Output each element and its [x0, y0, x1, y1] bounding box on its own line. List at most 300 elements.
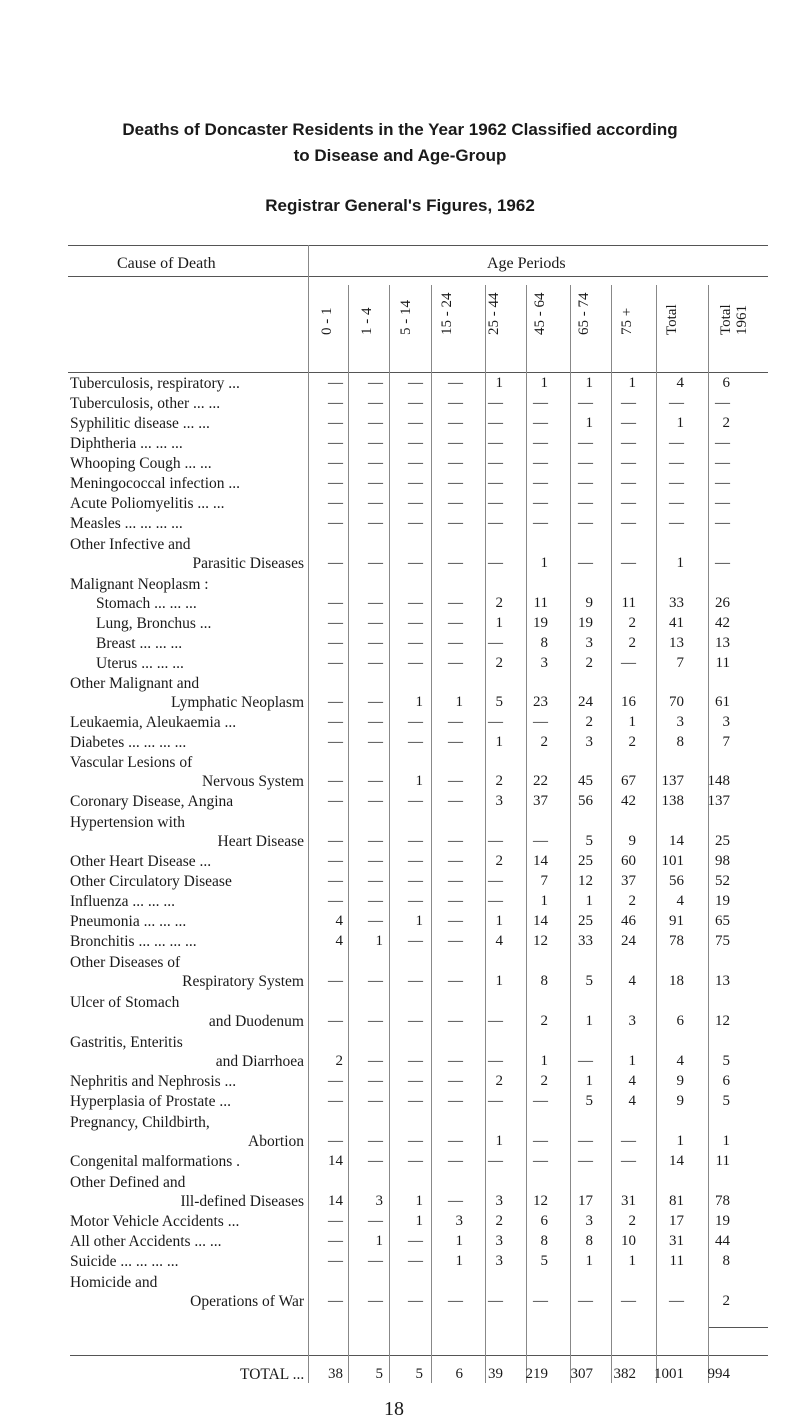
table-cell: — [408, 475, 423, 491]
table-cell: — [368, 1073, 383, 1089]
table-cell: 2 [540, 1073, 548, 1089]
table-cell: 1 [495, 734, 503, 750]
table-cell: 9 [628, 833, 636, 849]
table-cell: — [328, 893, 343, 909]
table-cell: 2 [495, 773, 503, 789]
table-cell: 2 [628, 1213, 636, 1229]
table-cell: — [488, 893, 503, 909]
row-label: Bronchitis ... ... ... ... [70, 933, 197, 950]
row-label: Nervous System [201, 773, 304, 790]
age-periods-header: Age Periods [487, 255, 566, 272]
table-cell: — [368, 773, 383, 789]
table-cell: — [328, 973, 343, 989]
table-cell: 1 [375, 933, 383, 949]
table-cell: — [408, 495, 423, 511]
table-cell: 7 [540, 873, 548, 889]
table-cell: 3 [540, 655, 548, 671]
table-cell: — [368, 415, 383, 431]
row-label: Parasitic Diseases [192, 555, 304, 572]
table-cell: 45 [578, 773, 593, 789]
table-cell: — [408, 515, 423, 531]
table-cell: 17 [669, 1213, 684, 1229]
table-cell: 12 [533, 1193, 548, 1209]
table-cell: — [715, 395, 730, 411]
table-cell: 4 [628, 1073, 636, 1089]
table-cell: — [408, 853, 423, 869]
title-line-1: Deaths of Doncaster Residents in the Year 1962 Classified according [122, 120, 678, 139]
table-cell: 1 [628, 714, 636, 730]
table-cell: 98 [715, 853, 730, 869]
table-cell: — [408, 395, 423, 411]
table-cell: 3 [585, 1213, 593, 1229]
table-cell: — [533, 1093, 548, 1109]
table-cell: 14 [533, 913, 548, 929]
table-cell: 2 [495, 1073, 503, 1089]
total-cell: 39 [488, 1366, 503, 1382]
table-cell: — [448, 1073, 463, 1089]
row-label: and Diarrhoea [215, 1053, 304, 1070]
table-cell: — [368, 475, 383, 491]
table-cell: — [448, 1093, 463, 1109]
table-cell: 23 [533, 694, 548, 710]
table-cell: 8 [540, 973, 548, 989]
table-cell: — [578, 515, 593, 531]
table-cell: — [368, 515, 383, 531]
table-cell: 25 [578, 853, 593, 869]
table-cell: 2 [722, 1293, 730, 1309]
table-cell: — [669, 495, 684, 511]
table-cell: 9 [676, 1093, 684, 1109]
table-cell: 7 [676, 655, 684, 671]
table-cell: — [488, 833, 503, 849]
table-cell: 2 [585, 655, 593, 671]
table-cell: 1 [495, 973, 503, 989]
table-cell: — [448, 1293, 463, 1309]
table-cell: — [448, 415, 463, 431]
table-cell: — [328, 595, 343, 611]
table-cell: 24 [621, 933, 636, 949]
table-cell: — [448, 873, 463, 889]
table-cell: — [328, 793, 343, 809]
table-cell: — [533, 714, 548, 730]
table-cell: — [715, 475, 730, 491]
table-cell: — [488, 873, 503, 889]
table-cell: — [488, 1153, 503, 1169]
table-cell: — [488, 555, 503, 571]
table-cell: — [408, 1293, 423, 1309]
subtitle: Registrar General's Figures, 1962 [265, 196, 535, 215]
column-header-part: Total [718, 304, 734, 335]
table-cell: 25 [578, 913, 593, 929]
table-cell: — [408, 714, 423, 730]
table-cell: — [578, 495, 593, 511]
row-label: Other Defined and [70, 1174, 186, 1191]
table-cell: 67 [621, 773, 636, 789]
table-cell: 8 [676, 734, 684, 750]
table-cell: — [715, 515, 730, 531]
table-cell: — [408, 595, 423, 611]
table-cell: — [488, 515, 503, 531]
table-cell: 60 [621, 853, 636, 869]
table-cell: 3 [585, 734, 593, 750]
table-cell: — [328, 495, 343, 511]
table-cell: 61 [715, 694, 730, 710]
table-cell: — [488, 1293, 503, 1309]
table-cell: 91 [669, 913, 684, 929]
table-cell: — [578, 1053, 593, 1069]
table-cell: — [328, 773, 343, 789]
table-cell: 8 [540, 635, 548, 651]
table-cell: — [368, 395, 383, 411]
table-cell: 56 [669, 873, 684, 889]
table-cell: 138 [661, 793, 684, 809]
total-label: TOTAL ... [240, 1366, 305, 1383]
table-cell: — [368, 1213, 383, 1229]
table-cell: — [621, 415, 636, 431]
table-cell: 42 [715, 615, 730, 631]
table-cell: 1 [415, 694, 423, 710]
table-cell: 46 [621, 913, 636, 929]
table-cell: — [408, 893, 423, 909]
row-label: Coronary Disease, Angina [70, 793, 234, 810]
row-label: Influenza ... ... ... [70, 893, 176, 910]
table-cell: — [488, 495, 503, 511]
cause-of-death-header: Cause of Death [117, 255, 216, 272]
table-cell: — [368, 435, 383, 451]
table-cell: 44 [715, 1233, 730, 1249]
table-cell: 1 [676, 1133, 684, 1149]
table-cell: 4 [495, 933, 503, 949]
table-cell: — [621, 495, 636, 511]
table-cell: 5 [585, 973, 593, 989]
table-cell: 3 [455, 1213, 463, 1229]
table-cell: — [621, 1293, 636, 1309]
row-label: Respiratory System [182, 973, 304, 990]
table-cell: — [328, 1013, 343, 1029]
table-cell: — [448, 933, 463, 949]
table-cell: — [328, 615, 343, 631]
row-label: All other Accidents ... ... [70, 1233, 222, 1250]
table-cell: 10 [621, 1233, 636, 1249]
table-cell: 17 [578, 1193, 593, 1209]
table-cell: — [448, 515, 463, 531]
table-cell: 11 [621, 595, 636, 611]
table-cell: 37 [621, 873, 636, 889]
table-cell: 70 [669, 694, 684, 710]
table-cell: 3 [375, 1193, 383, 1209]
table-cell: 81 [669, 1193, 684, 1209]
table-cell: — [533, 415, 548, 431]
table-cell: — [448, 455, 463, 471]
table-cell: — [533, 833, 548, 849]
table-cell: — [669, 455, 684, 471]
table-cell: — [669, 515, 684, 531]
table-cell: 1 [415, 1193, 423, 1209]
table-cell: — [368, 455, 383, 471]
table-cell: — [448, 375, 463, 391]
table-cell: — [715, 435, 730, 451]
table-cell: — [408, 1073, 423, 1089]
table-cell: — [533, 1133, 548, 1149]
total-cell: 5 [415, 1366, 423, 1382]
table-cell: — [328, 515, 343, 531]
table-cell: 2 [495, 595, 503, 611]
table-cell: — [328, 1133, 343, 1149]
table-cell: 18 [669, 973, 684, 989]
table-cell: — [621, 435, 636, 451]
total-cell: 994 [707, 1366, 730, 1382]
table-cell: — [368, 495, 383, 511]
table-cell: — [448, 853, 463, 869]
table-cell: — [578, 1293, 593, 1309]
table-cell: 78 [669, 933, 684, 949]
table-cell: 12 [715, 1013, 730, 1029]
table-cell: 3 [585, 635, 593, 651]
table-cell: 14 [533, 853, 548, 869]
column-header: 1 - 4 [359, 307, 375, 335]
table-cell: — [368, 1133, 383, 1149]
table-cell: — [328, 435, 343, 451]
table-cell: 2 [628, 893, 636, 909]
table-cell: — [408, 415, 423, 431]
table-cell: 6 [540, 1213, 548, 1229]
table-cell: — [669, 395, 684, 411]
row-label: Lung, Bronchus ... [96, 615, 212, 632]
table-cell: 1 [455, 694, 463, 710]
table-cell: 1 [495, 375, 503, 391]
table-cell: — [408, 1053, 423, 1069]
table-cell: 5 [722, 1093, 730, 1109]
table-cell: 1 [585, 1073, 593, 1089]
table-cell: — [448, 1133, 463, 1149]
table-cell: — [328, 1253, 343, 1269]
table-cell: — [408, 933, 423, 949]
table-cell: — [448, 635, 463, 651]
table-cell: — [488, 714, 503, 730]
column-header [718, 275, 750, 335]
table-cell: 1 [585, 1253, 593, 1269]
table-cell: 137 [661, 773, 684, 789]
row-label: Hypertension with [70, 814, 185, 831]
table-cell: — [448, 1013, 463, 1029]
table-cell: — [328, 375, 343, 391]
table-cell: 3 [495, 1233, 503, 1249]
table-cell: 1 [415, 913, 423, 929]
table-cell: — [448, 714, 463, 730]
row-label: Breast ... ... ... [96, 635, 183, 652]
table-cell: — [533, 495, 548, 511]
table-cell: 2 [628, 734, 636, 750]
table-cell: — [328, 635, 343, 651]
table-cell: 1 [455, 1233, 463, 1249]
table-cell: — [533, 475, 548, 491]
row-label: Ill-defined Diseases [180, 1193, 304, 1210]
table-cell: 13 [715, 635, 730, 651]
table-cell: 5 [585, 1093, 593, 1109]
table-cell: — [408, 1133, 423, 1149]
table-cell: 37 [533, 793, 548, 809]
table-cell: — [328, 873, 343, 889]
table-cell: 5 [585, 833, 593, 849]
table-cell: — [578, 435, 593, 451]
table-cell: — [328, 395, 343, 411]
row-label: Acute Poliomyelitis ... ... [70, 495, 225, 512]
table-cell: 25 [715, 833, 730, 849]
table-cell: 4 [676, 1053, 684, 1069]
table-cell: — [448, 893, 463, 909]
table-cell: 1 [455, 1253, 463, 1269]
table-cell: — [408, 375, 423, 391]
row-label: Lymphatic Neoplasm [170, 694, 304, 711]
table-cell: 13 [715, 973, 730, 989]
row-label: Suicide ... ... ... ... [70, 1253, 179, 1270]
column-header: 45 - 64 [532, 292, 548, 335]
table-cell: — [328, 1093, 343, 1109]
row-label: Homicide and [70, 1274, 158, 1291]
table-cell: 8 [585, 1233, 593, 1249]
table-cell: — [408, 555, 423, 571]
table-cell: 22 [533, 773, 548, 789]
column-header-part: 1961 [734, 305, 750, 335]
column-header: 75 + [619, 307, 635, 335]
row-label: Pregnancy, Childbirth, [70, 1114, 210, 1131]
page-number: 18 [384, 1398, 404, 1420]
table-cell: — [328, 555, 343, 571]
table-cell: 11 [715, 1153, 730, 1169]
row-label: Uterus ... ... ... [96, 655, 184, 672]
table-cell: 12 [578, 873, 593, 889]
table-cell: — [488, 1053, 503, 1069]
table-cell: — [328, 714, 343, 730]
table-cell: 101 [661, 853, 684, 869]
table-cell: 4 [676, 375, 684, 391]
table-cell: — [488, 1093, 503, 1109]
table-cell: — [533, 395, 548, 411]
table-cell: 3 [495, 1193, 503, 1209]
table-cell: — [328, 655, 343, 671]
column-header: 5 - 14 [398, 300, 414, 335]
row-label: Other Malignant and [70, 675, 200, 692]
total-cell: 382 [613, 1366, 636, 1382]
table-cell: — [368, 655, 383, 671]
table-cell: 33 [578, 933, 593, 949]
table-cell: 8 [540, 1233, 548, 1249]
total-cell: 38 [328, 1366, 343, 1382]
table-cell: — [328, 833, 343, 849]
row-label: Malignant Neoplasm : [70, 576, 209, 593]
row-label: Whooping Cough ... ... [70, 455, 212, 472]
table-cell: 1 [375, 1233, 383, 1249]
total-cell: 6 [455, 1366, 463, 1382]
table-cell: 2 [335, 1053, 343, 1069]
table-cell: — [669, 475, 684, 491]
table-cell: — [328, 415, 343, 431]
table-cell: 1 [495, 1133, 503, 1149]
row-label: Stomach ... ... ... [96, 595, 197, 612]
row-label: Other Circulatory Disease [70, 873, 232, 890]
table-cell: — [448, 833, 463, 849]
table-cell: 16 [621, 694, 636, 710]
row-label: Pneumonia ... ... ... [70, 913, 187, 930]
table-cell: — [448, 1053, 463, 1069]
table-cell: 13 [669, 635, 684, 651]
total-cell: 1001 [654, 1366, 684, 1382]
table-cell: 2 [722, 415, 730, 431]
table-cell: 2 [540, 734, 548, 750]
row-label: Tuberculosis, other ... ... [70, 395, 221, 412]
table-cell: — [621, 555, 636, 571]
table-cell: — [448, 555, 463, 571]
total-cell: 5 [375, 1366, 383, 1382]
row-label: Gastritis, Enteritis [70, 1034, 183, 1051]
table-cell: 19 [578, 615, 593, 631]
table-cell: 2 [628, 615, 636, 631]
table-cell: 1 [628, 375, 636, 391]
table-cell: 2 [585, 714, 593, 730]
table-cell: 3 [628, 1013, 636, 1029]
table-cell: 11 [533, 595, 548, 611]
total-bottom-rule [708, 1327, 768, 1328]
table-cell: 1 [676, 415, 684, 431]
table-cell: 4 [335, 913, 343, 929]
table-cell: 1 [585, 415, 593, 431]
table-cell: — [448, 1193, 463, 1209]
table-cell: — [669, 435, 684, 451]
row-label: Nephritis and Nephrosis ... [70, 1073, 237, 1090]
table-cell: — [488, 455, 503, 471]
table-cell: — [578, 455, 593, 471]
table-cell: 2 [495, 853, 503, 869]
table-cell: 3 [495, 1253, 503, 1269]
table-cell: 1 [628, 1253, 636, 1269]
table-cell: 2 [628, 635, 636, 651]
table-cell: 7 [722, 734, 730, 750]
table-cell: 65 [715, 913, 730, 929]
table-cell: — [488, 395, 503, 411]
table-cell: 5 [722, 1053, 730, 1069]
table-cell: 24 [578, 694, 593, 710]
table-cell: — [621, 1133, 636, 1149]
table-cell: — [669, 1293, 684, 1309]
table-cell: — [621, 475, 636, 491]
table-cell: — [368, 1153, 383, 1169]
table-cell: 1 [540, 893, 548, 909]
table-cell: — [328, 694, 343, 710]
table-cell: 1 [495, 615, 503, 631]
row-label: Measles ... ... ... ... [70, 515, 183, 532]
table-cell: — [368, 595, 383, 611]
table-cell: — [448, 395, 463, 411]
table-cell: 9 [676, 1073, 684, 1089]
table-cell: — [533, 1293, 548, 1309]
column-header: 25 - 44 [486, 292, 502, 335]
table-cell: 78 [715, 1193, 730, 1209]
table-cell: — [448, 734, 463, 750]
table-cell: 4 [628, 973, 636, 989]
table-cell: — [408, 1233, 423, 1249]
row-label: Vascular Lesions of [70, 754, 193, 771]
table-cell: — [448, 655, 463, 671]
table-cell: 19 [715, 893, 730, 909]
table-cell: — [368, 555, 383, 571]
table-cell: — [368, 375, 383, 391]
table-cell: — [408, 435, 423, 451]
table-cell: 5 [540, 1253, 548, 1269]
table-cell: 1 [722, 1133, 730, 1149]
table-cell: 19 [533, 615, 548, 631]
table-cell: — [488, 1013, 503, 1029]
header-top-rule [68, 245, 768, 246]
